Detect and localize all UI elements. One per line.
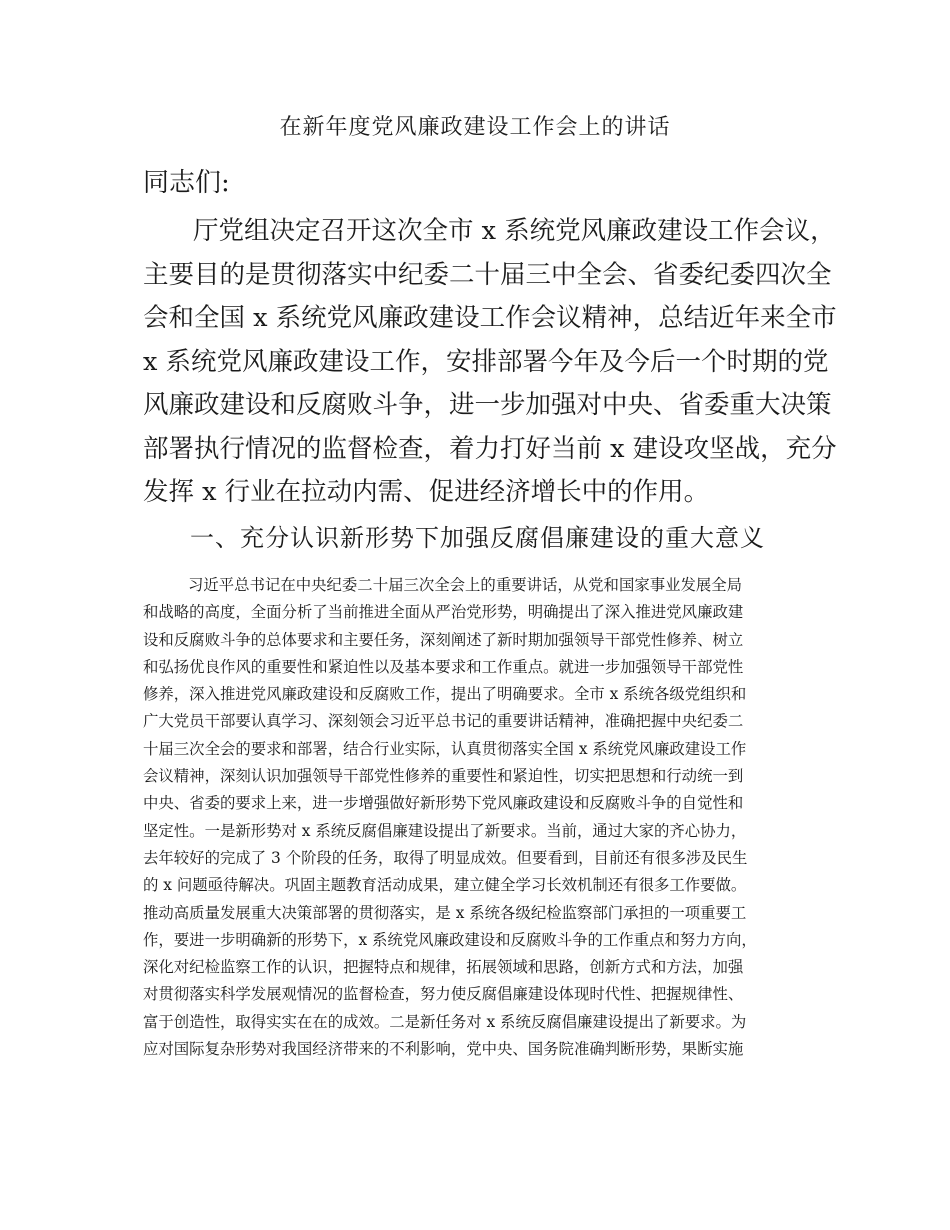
intro-line: x 系统党风廉政建设工作，安排部署今年及今后一个时期的党 [143,346,829,377]
body-line: 十届三次全会的要求和部署，结合行业实际，认真贯彻落实全国 x 系统党风廉政建设工作 [143,739,747,758]
body-line: 坚定性。一是新形势对 x 系统反腐倡廉建设提出了新要求。当前，通过大家的齐心协力， [143,821,747,840]
intro-line: 发挥 x 行业在拉动内需、促进经济增长中的作用。 [143,477,710,507]
body-paragraph [143,572,823,1063]
body-line: 和战略的高度，全面分析了当前推进全面从严治党形势，明确提出了深入推进党风廉政建 [143,603,744,622]
body-line: 对贯彻落实科学发展观情况的监督检查，努力使反腐倡廉建设体现时代性、把握规律性、 [143,985,744,1004]
body-line: 会议精神，深刻认识加强领导干部党性修养的重要性和紧迫性，切实把思想和行动统一到 [143,767,744,786]
section-heading: 一、充分认识新形势下加强反腐倡廉建设的重大意义 [190,524,765,552]
body-line: 作，要进一步明确新的形势下，x 系统党风廉政建设和反腐败斗争的工作重点和努力方向， [143,930,757,949]
body-line: 广大党员干部要认真学习、深刻领会习近平总书记的重要讲话精神，准确把握中央纪委二 [143,712,744,731]
intro-line: 部署执行情况的监督检查，着力打好当前 x 建设攻坚战，充分 [143,433,837,464]
intro-line: 会和全国 x 系统党风廉政建设工作会议精神，总结近年来全市 [143,303,837,333]
body-line: 富于创造性，取得实实在在的成效。二是新任务对 x 系统反腐倡廉建设提出了新要求。为 [143,1012,747,1031]
body-line: 中央、省委的要求上来，进一步增强做好新形势下党风廉政建设和反腐败斗争的自觉性和 [143,794,744,813]
intro-line: 风廉政建设和反腐败斗争，进一步加强对中央、省委重大决策 [143,390,832,420]
body-line: 去年较好的完成了 3 个阶段的任务，取得了明显成效。但要看到，目前还有很多涉及民生 [143,848,748,867]
intro-line: 厅党组决定召开这次全市 x 系统党风廉政建设工作会议， [193,216,836,246]
document-title: 在新年度党风廉政建设工作会上的讲话 [279,115,671,140]
body-line: 的 x 问题亟待解决。巩固主题教育活动成果，建立健全学习长效机制还有很多工作要做。 [143,876,747,895]
body-line: 习近平总书记在中央纪委二十届三次全会上的重要讲话，从党和国家事业发展全局 [188,576,743,594]
greeting: 同志们: [143,168,230,198]
body-line: 应对国际复杂形势对我国经济带来的不利影响，党中央、国务院准确判断形势，果断实施 [143,1040,744,1059]
body-line: 深化对纪检监察工作的认识，把握特点和规律，拓展领域和思路，创新方式和方法，加强 [143,958,744,977]
body-line: 和弘扬优良作风的重要性和紧迫性以及基本要求和工作重点。就进一步加强领导干部党性 [143,657,744,676]
body-line: 设和反腐败斗争的总体要求和主要任务，深刻阐述了新时期加强领导干部党性修养、树立 [143,630,744,649]
intro-paragraph [143,210,837,515]
body-line: 修养，深入推进党风廉政建设和反腐败工作，提出了明确要求。全市 x 系统各级党组织和 [143,685,747,704]
body-line: 推动高质量发展重大决策部署的贯彻落实，是 x 系统各级纪检监察部门承担的一项重要工 [143,903,747,922]
intro-line: 主要目的是贯彻落实中纪委二十届三中全会、省委纪委四次全 [143,259,832,290]
